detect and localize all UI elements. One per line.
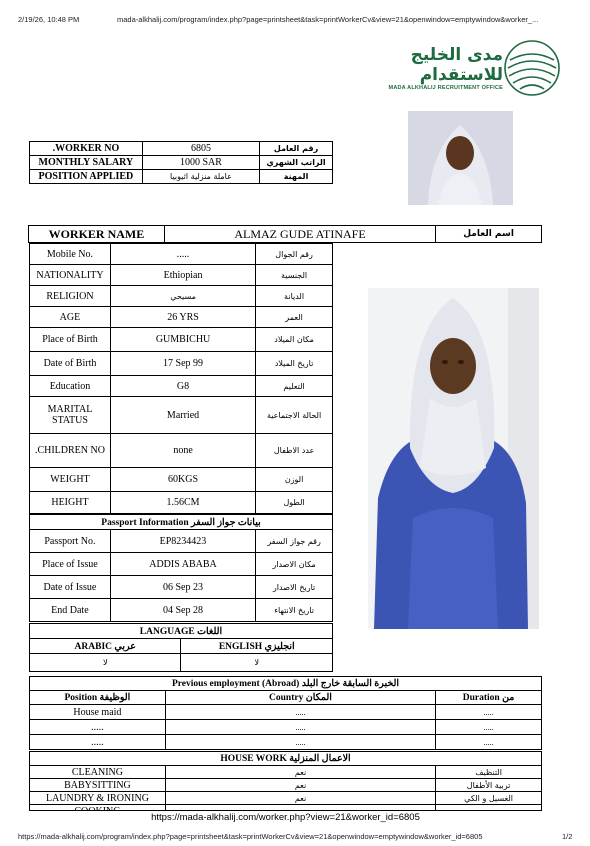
language-english-label: ENGLISH انجليزي	[181, 639, 333, 654]
detail-row	[30, 434, 333, 468]
passport-ar: مكان الاصدار	[256, 553, 333, 576]
previous-employment-table	[29, 676, 542, 750]
worker-photo-small	[408, 111, 513, 205]
employment-heading: Previous employment (Abroad) الخبرة السابقة خارج البلد	[30, 677, 542, 691]
detail-label: Education	[30, 376, 111, 397]
detail-label: WEIGHT	[30, 468, 111, 492]
house-work-ar: التنظيف	[436, 766, 542, 779]
language-arabic-label: ARABIC عربي	[30, 639, 181, 654]
passport-value: 06 Sep 23	[110, 576, 255, 599]
detail-value: .....	[110, 244, 255, 265]
top-row-ar: رقم العامل	[260, 142, 333, 156]
passport-label: Passport No.	[30, 530, 111, 553]
detail-ar: الديانة	[256, 286, 333, 307]
print-footer-url: https://mada-alkhalij.com/program/index.php?page=printsheet&task=printWorkerCv&view=21&openwindow=emptywindow&worker_id=6805	[18, 832, 483, 841]
house-work-row	[30, 779, 542, 792]
detail-value: 60KGS	[110, 468, 255, 492]
logo-text	[355, 45, 503, 91]
top-table-row	[30, 142, 333, 156]
detail-value: none	[110, 434, 255, 468]
house-work-row	[30, 766, 542, 779]
passport-heading: Passport Information بيانات جواز السفر	[30, 515, 333, 530]
worker-photo-large	[368, 288, 539, 629]
detail-row	[30, 328, 333, 352]
employment-col-country: Country المكان	[165, 691, 435, 705]
top-row-value: 1000 SAR	[142, 156, 259, 170]
passport-row	[30, 530, 333, 553]
detail-label: NATIONALITY	[30, 265, 111, 286]
house-work-label: LAUNDRY & IRONING	[30, 792, 166, 805]
worker-link[interactable]: https://mada-alkhalij.com/worker.php?view=21&worker_id=6805	[29, 810, 542, 824]
detail-row	[30, 468, 333, 492]
top-row-ar: المهنة	[260, 170, 333, 184]
employment-duration: .....	[436, 705, 542, 720]
passport-ar: تاريخ الانتهاء	[256, 599, 333, 622]
logo-emblem-icon	[502, 38, 562, 98]
passport-row	[30, 553, 333, 576]
language-table	[29, 623, 333, 672]
print-url: mada-alkhalij.com/program/index.php?page=printsheet&task=printWorkerCv&view=21&openwindow=emptywindow&worker_...	[117, 15, 539, 24]
top-row-ar: الراتب الشهري	[260, 156, 333, 170]
detail-label: AGE	[30, 307, 111, 328]
employment-row	[30, 720, 542, 735]
top-table-row	[30, 170, 333, 184]
employment-duration: .....	[436, 720, 542, 735]
house-work-row	[30, 792, 542, 805]
detail-row	[30, 492, 333, 514]
passport-value: EP8234423	[110, 530, 255, 553]
passport-ar: رقم جواز السفر	[256, 530, 333, 553]
detail-row	[30, 265, 333, 286]
employment-row	[30, 705, 542, 720]
details-table	[29, 243, 333, 514]
passport-value: ADDIS ABABA	[110, 553, 255, 576]
detail-label: MARITAL STATUS	[30, 397, 111, 434]
detail-ar: التعليم	[256, 376, 333, 397]
passport-value: 04 Sep 28	[110, 599, 255, 622]
language-heading: LANGUAGE اللغات	[30, 624, 333, 639]
detail-ar: العمر	[256, 307, 333, 328]
detail-value: مسيحي	[110, 286, 255, 307]
employment-col-position: Position الوظيفة	[30, 691, 166, 705]
print-page-number: 1/2	[562, 832, 573, 841]
house-work-heading: HOUSE WORK الاعمال المنزلية	[30, 752, 542, 766]
employment-country: .....	[165, 720, 435, 735]
passport-label: End Date	[30, 599, 111, 622]
detail-label: Mobile No.	[30, 244, 111, 265]
passport-table	[29, 514, 333, 622]
detail-row	[30, 352, 333, 376]
detail-ar: مكان الميلاد	[256, 328, 333, 352]
logo-english: MADA ALKHALIJ RECRUITMENT OFFICE	[388, 85, 503, 91]
worker-name-table	[28, 225, 542, 243]
passport-ar: تاريخ الاصدار	[256, 576, 333, 599]
worker-name-value: ALMAZ GUDE ATINAFE	[164, 226, 435, 243]
worker-name-label: WORKER NAME	[29, 226, 165, 243]
passport-label: Place of Issue	[30, 553, 111, 576]
detail-value: G8	[110, 376, 255, 397]
top-info-table	[29, 141, 333, 184]
detail-value: Married	[110, 397, 255, 434]
language-arabic-value: لا	[30, 654, 181, 672]
employment-position: .....	[30, 735, 166, 750]
passport-row	[30, 576, 333, 599]
detail-value: 1.56CM	[110, 492, 255, 514]
detail-ar: عدد الاطفال	[256, 434, 333, 468]
employment-col-duration: Duration من	[436, 691, 542, 705]
top-row-label: .WORKER NO	[30, 142, 143, 156]
detail-value: Ethiopian	[110, 265, 255, 286]
house-work-value: نعم	[165, 792, 435, 805]
house-work-table	[29, 751, 542, 818]
language-english-value: لا	[181, 654, 333, 672]
employment-position: .....	[30, 720, 166, 735]
employment-country: .....	[165, 735, 435, 750]
house-work-ar: تربية الأطفال	[436, 779, 542, 792]
detail-row	[30, 307, 333, 328]
passport-row	[30, 599, 333, 622]
detail-row	[30, 286, 333, 307]
detail-value: 17 Sep 99	[110, 352, 255, 376]
detail-ar: الوزن	[256, 468, 333, 492]
detail-row	[30, 376, 333, 397]
passport-label: Date of Issue	[30, 576, 111, 599]
detail-ar: الجنسية	[256, 265, 333, 286]
top-row-label: POSITION APPLIED	[30, 170, 143, 184]
top-row-value: 6805	[142, 142, 259, 156]
print-datetime: 2/19/26, 10:48 PM	[18, 15, 80, 24]
detail-value: GUMBICHU	[110, 328, 255, 352]
detail-ar: الطول	[256, 492, 333, 514]
detail-label: .CHILDREN NO	[30, 434, 111, 468]
detail-row	[30, 397, 333, 434]
house-work-value: نعم	[165, 779, 435, 792]
house-work-label: BABYSITTING	[30, 779, 166, 792]
detail-ar: رقم الجوال	[256, 244, 333, 265]
house-work-label: CLEANING	[30, 766, 166, 779]
detail-label: HEIGHT	[30, 492, 111, 514]
employment-row	[30, 735, 542, 750]
detail-row	[30, 244, 333, 265]
house-work-value: نعم	[165, 766, 435, 779]
detail-value: 26 YRS	[110, 307, 255, 328]
house-work-ar: الغسيل و الكي	[436, 792, 542, 805]
worker-name-ar: اسم العامل	[436, 226, 542, 243]
detail-label: RELIGION	[30, 286, 111, 307]
detail-ar: تاريخ الميلاد	[256, 352, 333, 376]
top-row-label: MONTHLY SALARY	[30, 156, 143, 170]
detail-label: Date of Birth	[30, 352, 111, 376]
top-table-row	[30, 156, 333, 170]
detail-ar: الحالة الاجتماعية	[256, 397, 333, 434]
detail-label: Place of Birth	[30, 328, 111, 352]
logo-arabic: مدى الخليج للاستقدام	[410, 45, 503, 85]
top-row-value: عاملة منزلية اثيوبيا	[142, 170, 259, 184]
employment-duration: .....	[436, 735, 542, 750]
employment-country: .....	[165, 705, 435, 720]
employment-position: House maid	[30, 705, 166, 720]
